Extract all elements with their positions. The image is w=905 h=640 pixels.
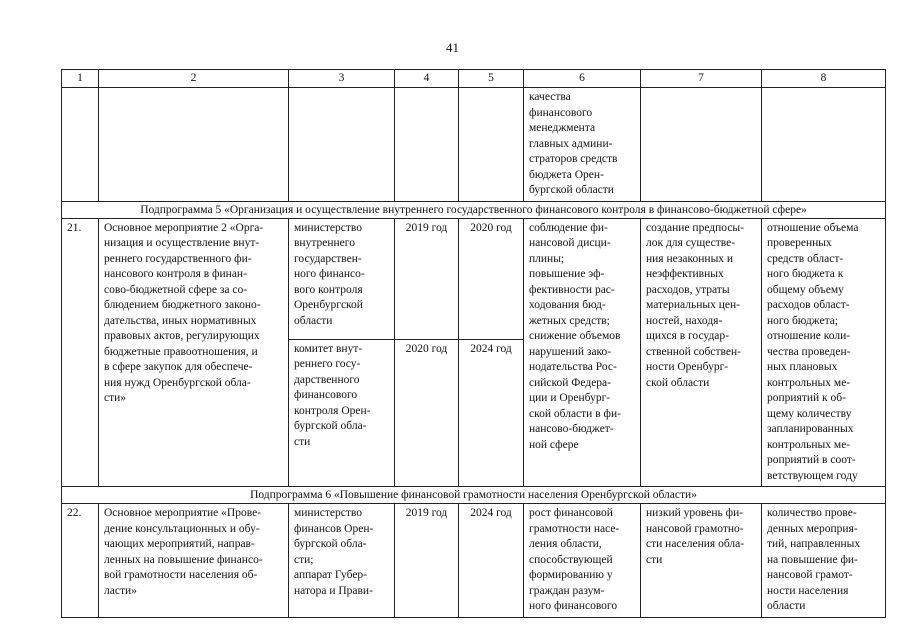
row-21-executor-2: комитет внут- реннего госу- дарственного финансового контроля Орен- бургской обла- сти [289,339,395,486]
row-22-end: 2024 год [459,504,524,618]
program-table [61,69,886,618]
row-21-expected-result: соблюдение фи- нансовой дисци- плины; повышение эф- фективности рас- ходования бюд- жетных средств; снижение объемов нарушений зако- нодательства Рос- сийской Федера- ции и Оренбург- ской области в фи- нансово-бюджет- ной сфере [524,218,641,487]
col-header-4: 4 [395,70,459,88]
cell-empty [762,88,886,202]
subprogram-5-row [62,201,886,218]
row-21-end-2: 2024 год [459,339,524,486]
cell-empty [289,88,395,202]
row-22-start: 2019 год [395,504,459,618]
row-21-number: 21. [62,218,99,487]
row-21-end-1: 2020 год [459,218,524,339]
row-22-executor: министерство финансов Орен- бургской обла- сти; аппарат Губер- натора и Прави- [289,504,395,618]
cell-empty [395,88,459,202]
row-21-executor-1: министерство внутреннего государствен- ного финансо- вого контроля Оренбургской области [289,218,395,339]
subprogram-6-title: Подпрограмма 6 «Повышение финансовой грамотности населения Оренбургской области» [62,487,886,504]
col-header-1: 1 [62,70,99,88]
row-22 [62,504,886,618]
row-22-indicators: количество прове- денных мероприя- тий, направленных на повышение фи- нансовой грамот- ности населения области [762,504,886,618]
page-number: 41 [446,40,459,55]
row-21-start-1: 2019 год [395,218,459,339]
row-22-activity: Основное мероприятие «Прове- дение консультационных и обу- чающих мероприятий, направ- ленных на повышение финансо- вой грамотности населения об- ласти» [99,504,289,618]
subprogram-5-title: Подпрограмма 5 «Организация и осуществление внутреннего государственного финансового контроля в финансово-бюджетной сфере» [62,201,886,218]
continuation-row [62,88,886,202]
col-header-2: 2 [99,70,289,88]
cell-empty [99,88,289,202]
col-header-5: 5 [459,70,524,88]
row-21-start-2: 2020 год [395,339,459,486]
col-header-3: 3 [289,70,395,88]
continuation-result-cell: качества финансового менеджмента главных админи- страторов средств бюджета Орен- бургской области [524,88,641,202]
row-21-indicators: отношение объема проверенных средств област- ного бюджета к общему объему расходов област- ного бюджета; отношение коли- чества проведен- ных плановых контрольных ме- роприятий к об- щему количеству запланированных контрольных ме- роприятий в соот- ветствующем году [762,218,886,487]
column-number-row [62,70,886,88]
row-22-number: 22. [62,504,99,618]
col-header-8: 8 [762,70,886,88]
cell-empty [62,88,99,202]
cell-empty [459,88,524,202]
subprogram-6-row [62,487,886,504]
row-22-consequences: низкий уровень фи- нансовой грамотно- сти населения обла- сти [641,504,762,618]
row-21-consequences: создание предпосы- лок для существе- ния незаконных и неэффективных расходов, утраты материальных цен- ностей, находя- щихся в государ- ственной собствен- ности Оренбург- ской области [641,218,762,487]
row-21 [62,218,886,339]
col-header-6: 6 [524,70,641,88]
cell-empty [641,88,762,202]
row-22-expected-result: рост финансовой грамотности насе- ления области, способствующей формированию у граждан разум- ного финансового [524,504,641,618]
col-header-7: 7 [641,70,762,88]
row-21-activity: Основное мероприятие 2 «Орга- низация и осуществление внут- реннего государственного фи- нансового контроля в финан- сово-бюджетной сфере за со- блюдением бюджетного законо- дательства, иных нормативных правовых актов, регулирующих бюджетные правоотношения, и в сфере закупок для обеспече- ния нужд Оренбургской обла- сти» [99,218,289,487]
